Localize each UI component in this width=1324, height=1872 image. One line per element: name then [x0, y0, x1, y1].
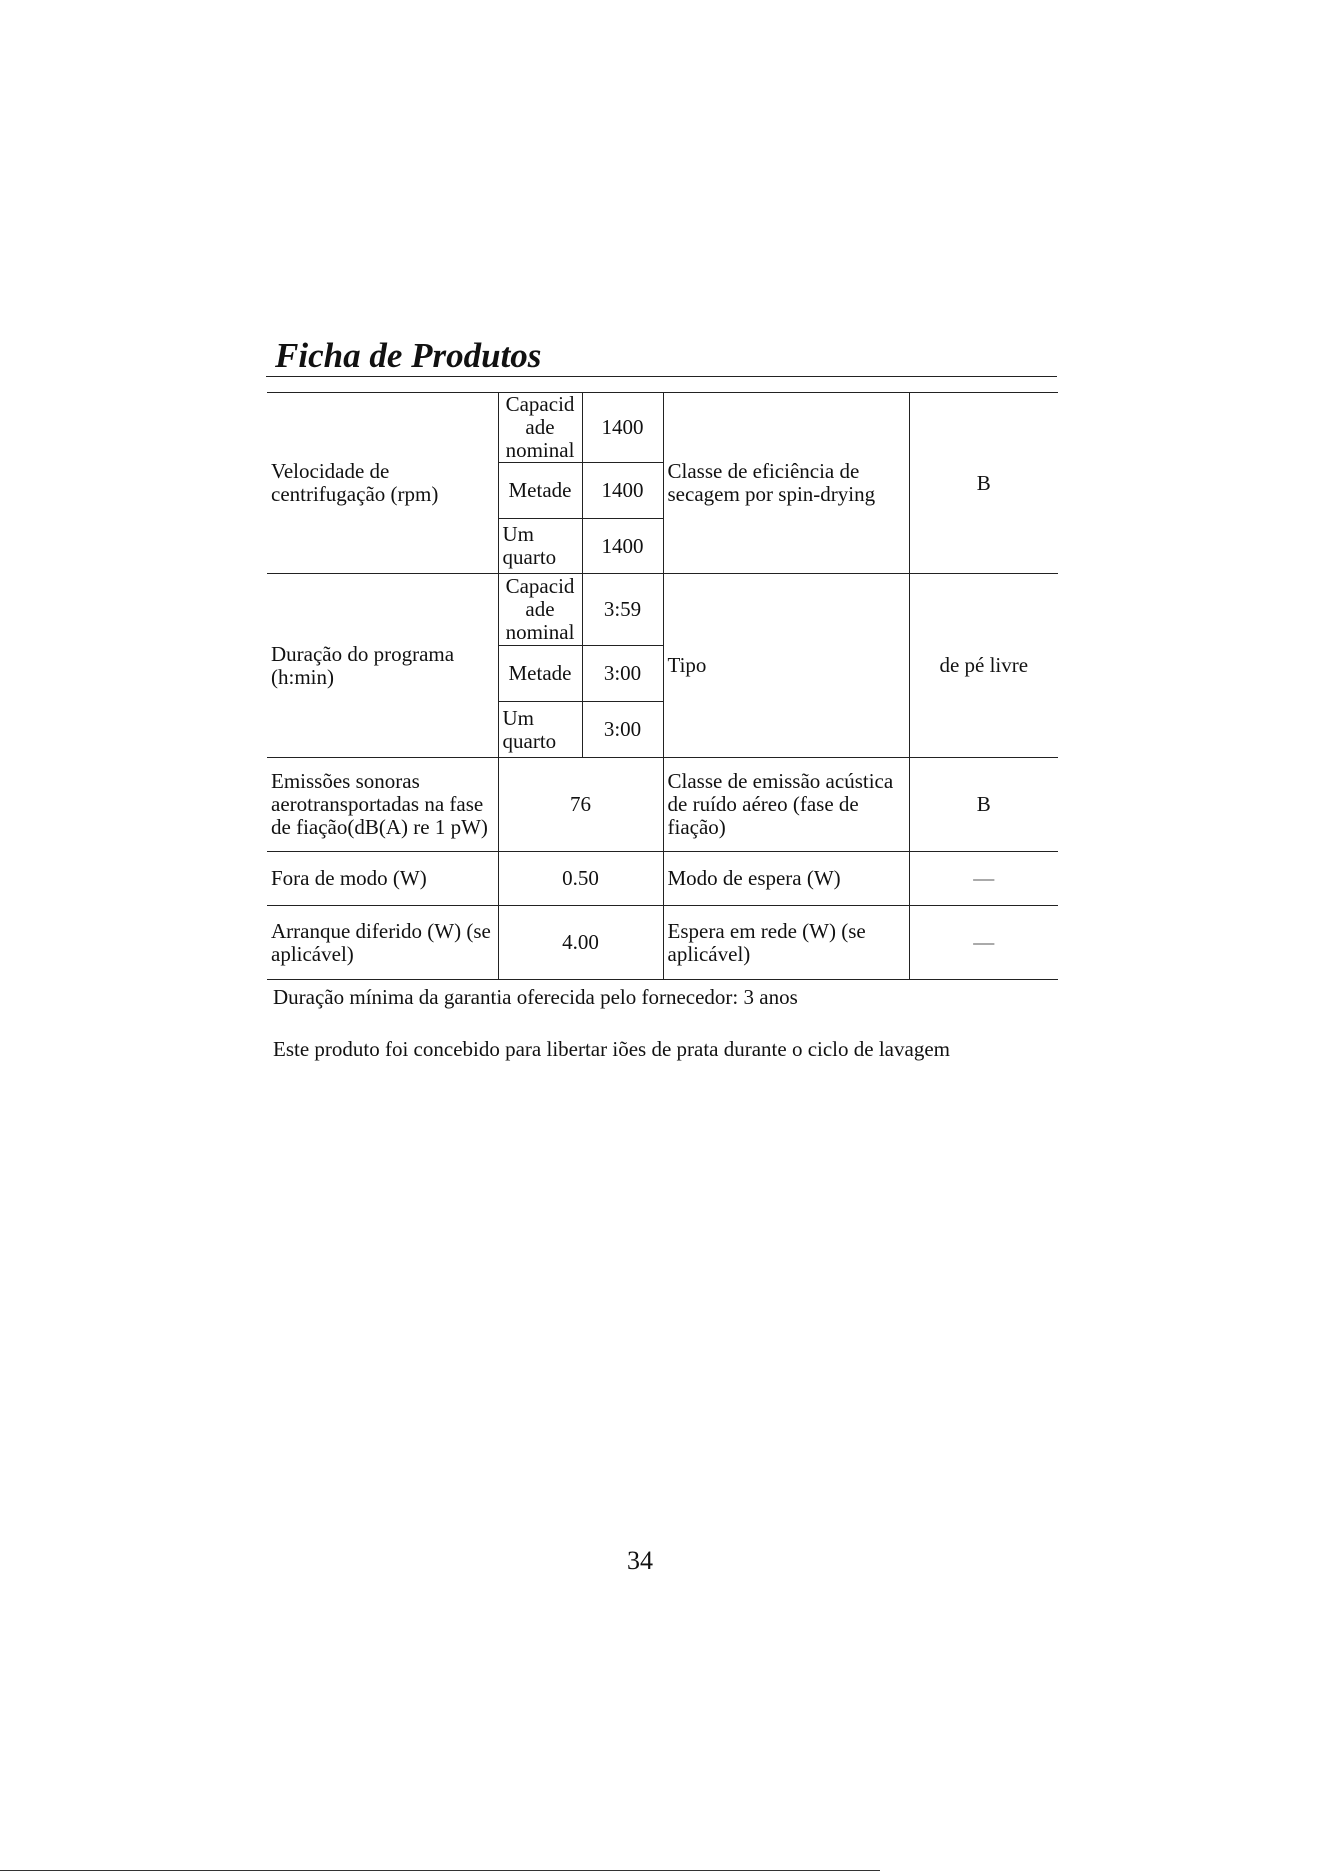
- row-value-delay-start: 4.00: [498, 906, 663, 980]
- row-label-delay-start: Arranque diferido (W) (se aplicável): [267, 906, 498, 980]
- silver-ion-note: Este produto foi concebido para libertar iões de prata durante o ciclo de lavagem: [273, 1037, 950, 1061]
- row-label-spin-speed: Velocidade de centrifugação (rpm): [267, 393, 498, 574]
- title-rule: [266, 376, 1057, 377]
- sub-value: 3:00: [582, 646, 663, 702]
- right-label-networked-standby: Espera em rede (W) (se aplicável): [663, 906, 909, 980]
- right-value-drying-class: B: [909, 393, 1058, 574]
- table-row: [267, 574, 1058, 646]
- sub-value: 3:59: [582, 574, 663, 646]
- row-value-noise-emissions: 76: [498, 758, 663, 852]
- row-label-programme-duration: Duração do programa (h:min): [267, 574, 498, 758]
- product-spec-table: [267, 392, 1058, 980]
- right-label-standby: Modo de espera (W): [663, 852, 909, 906]
- sub-value: 1400: [582, 519, 663, 574]
- table-row: [267, 852, 1058, 906]
- row-label-noise-emissions: Emissões sonoras aerotransportadas na fase de fiação(dB(A) re 1 pW): [267, 758, 498, 852]
- sub-value: 1400: [582, 393, 663, 463]
- page-title: Ficha de Produtos: [275, 336, 542, 375]
- page-number: 34: [627, 1546, 653, 1575]
- bottom-rule: [0, 1870, 880, 1871]
- table-row: [267, 393, 1058, 463]
- warranty-note: Duração mínima da garantia oferecida pelo fornecedor: 3 anos: [273, 985, 798, 1009]
- row-value-off-mode: 0.50: [498, 852, 663, 906]
- right-value-noise-class: B: [909, 758, 1058, 852]
- sub-load-label: Capacid ade nominal: [498, 393, 582, 463]
- row-label-off-mode: Fora de modo (W): [267, 852, 498, 906]
- right-label-drying-class: Classe de eficiência de secagem por spin-drying: [663, 393, 909, 574]
- right-value-networked-standby: —: [909, 906, 1058, 980]
- right-label-type: Tipo: [663, 574, 909, 758]
- sub-load-label: Um quarto: [498, 519, 582, 574]
- sub-load-label: Metade: [498, 463, 582, 519]
- sub-load-label: Um quarto: [498, 702, 582, 758]
- right-label-noise-class: Classe de emissão acústica de ruído aéreo (fase de fiação): [663, 758, 909, 852]
- sub-load-label: Capacid ade nominal: [498, 574, 582, 646]
- right-value-type: de pé livre: [909, 574, 1058, 758]
- table-row: [267, 906, 1058, 980]
- right-value-standby: —: [909, 852, 1058, 906]
- table-row: [267, 758, 1058, 852]
- sub-load-label: Metade: [498, 646, 582, 702]
- sub-value: 1400: [582, 463, 663, 519]
- sub-value: 3:00: [582, 702, 663, 758]
